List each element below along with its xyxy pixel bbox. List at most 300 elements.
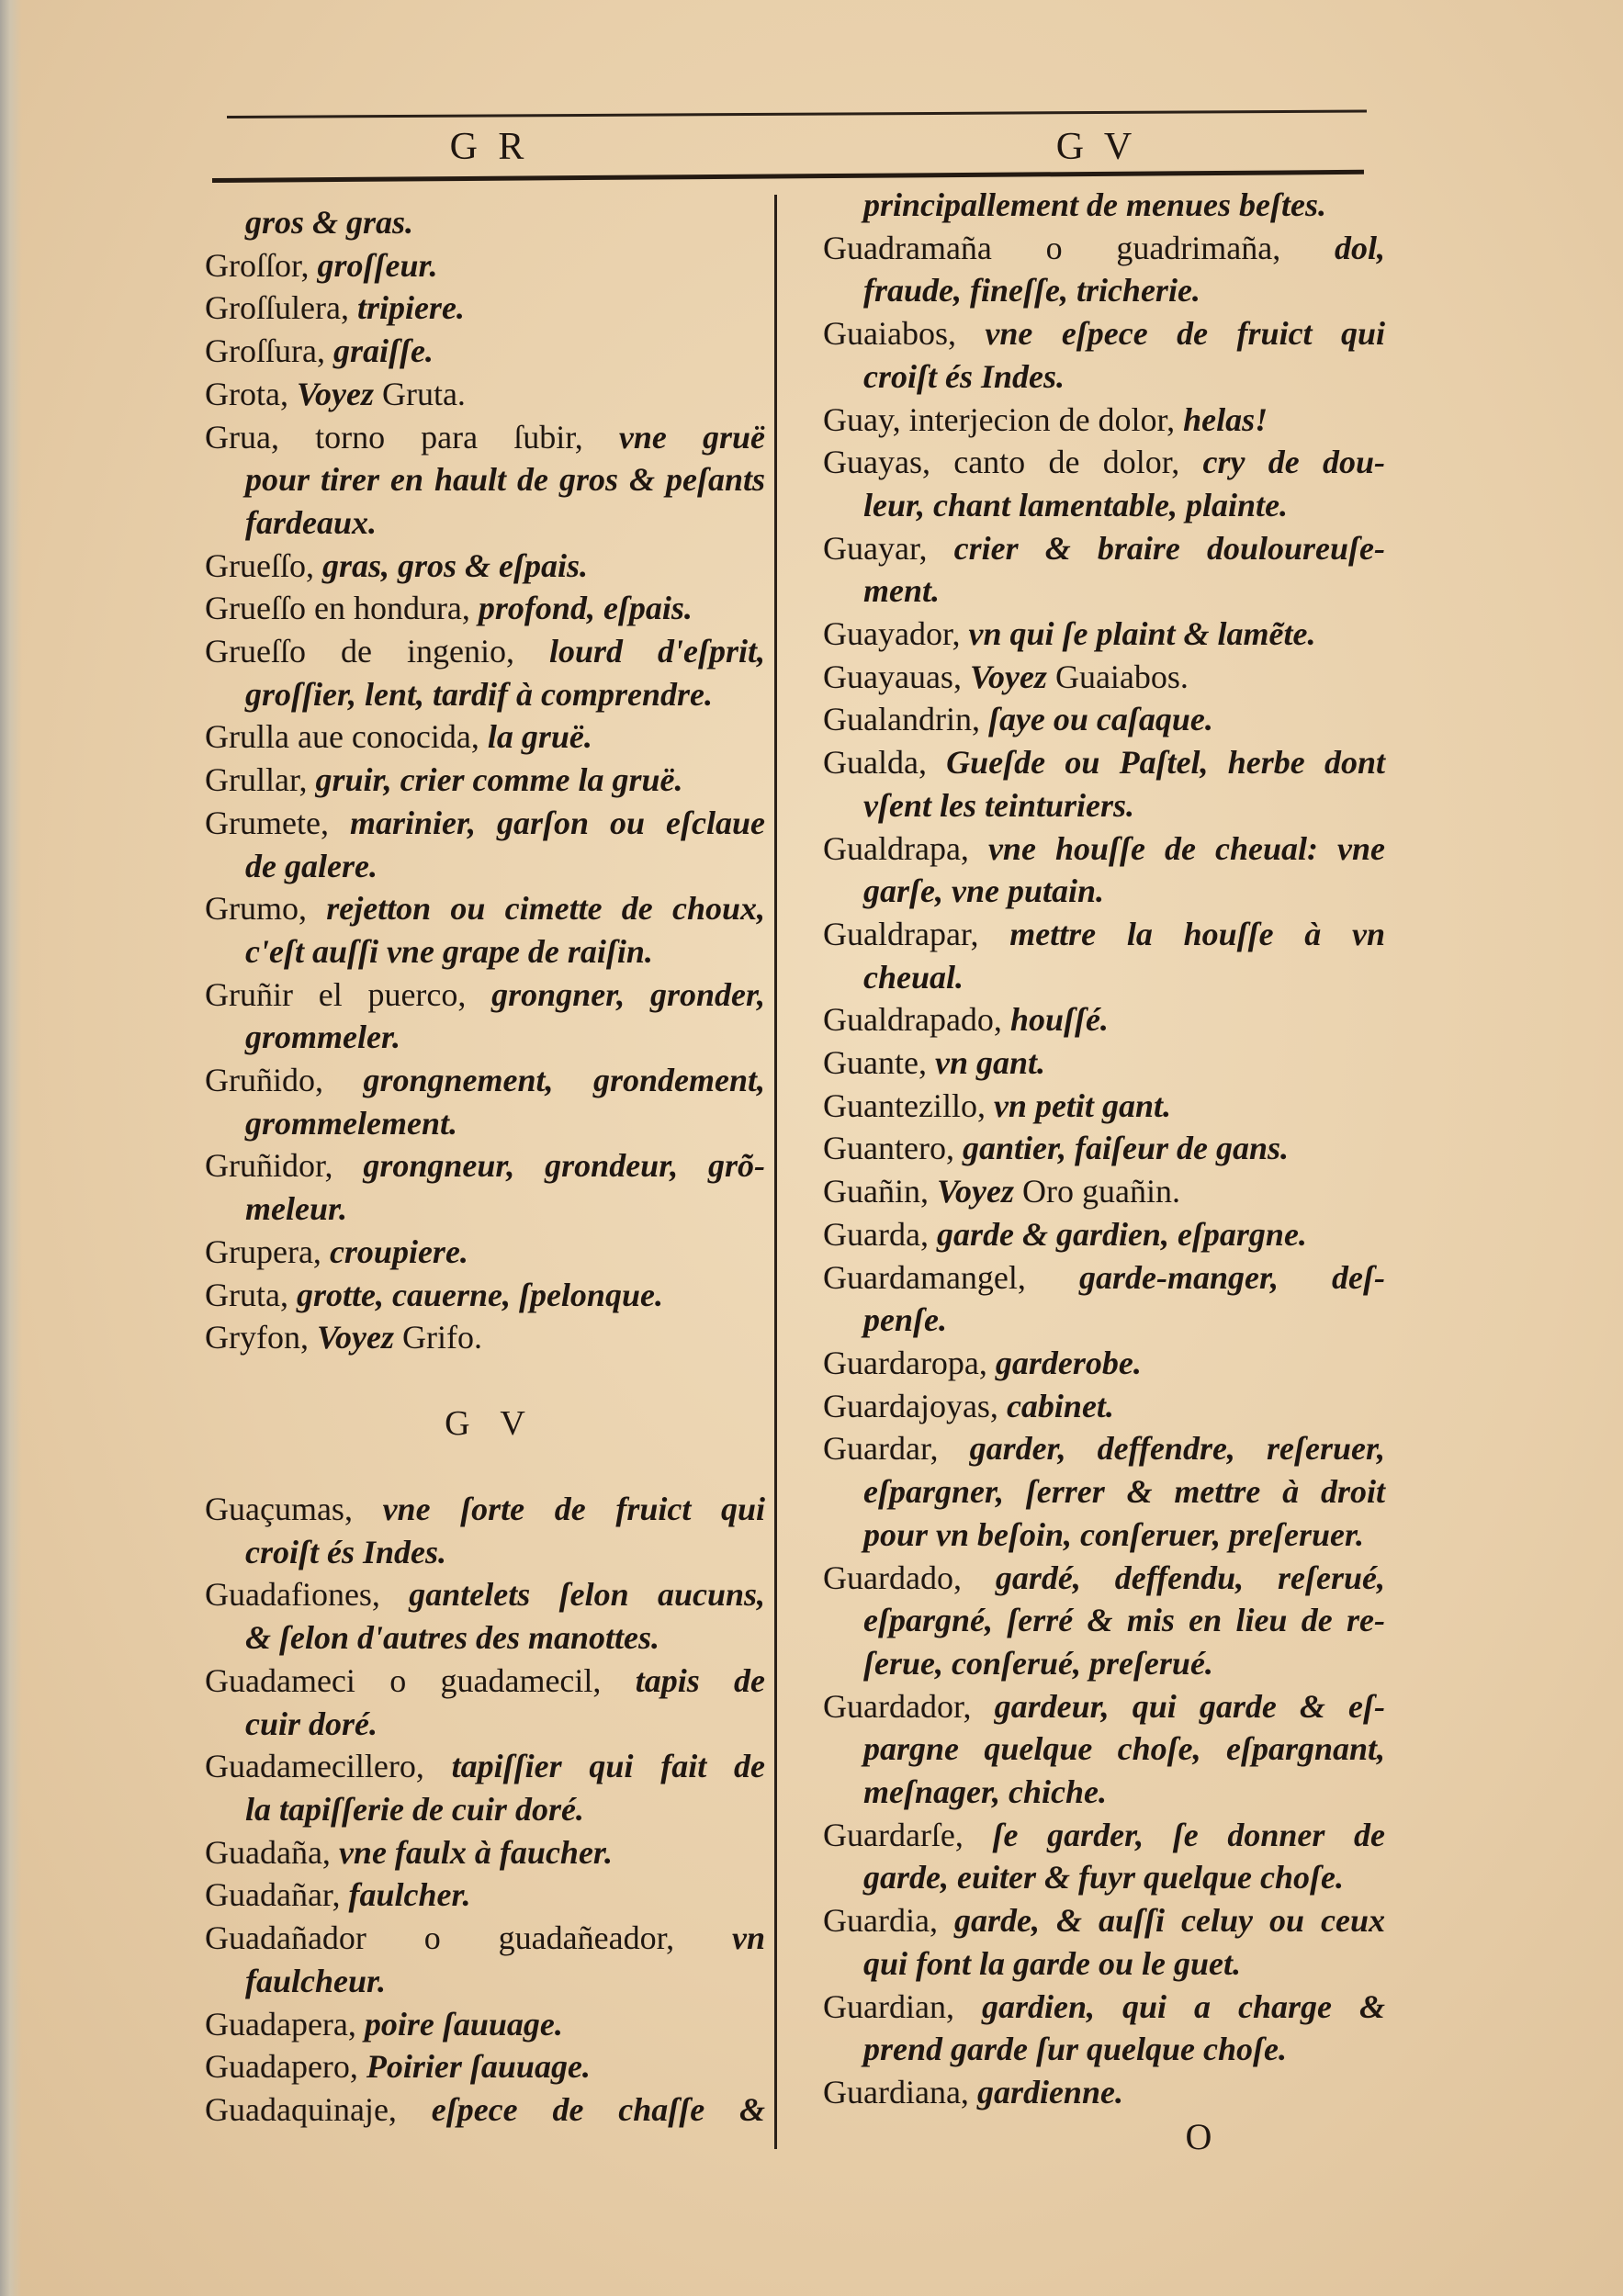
- entry-line: [205, 930, 765, 974]
- dictionary-entry: [205, 802, 765, 887]
- roman-text: Guardamangel,: [823, 1258, 1079, 1296]
- roman-text: Guardajoyas,: [823, 1387, 1007, 1424]
- italic-text: groſſier, lent, tardif à comprendre.: [245, 675, 713, 713]
- italic-text: gardienne.: [976, 2073, 1123, 2110]
- entry-line: [205, 287, 765, 330]
- italic-text: graiſſe.: [332, 332, 434, 370]
- dictionary-entry: [823, 998, 1385, 1041]
- entry-line: [823, 1899, 1385, 1942]
- roman-text: Grifo.: [401, 1319, 482, 1356]
- italic-text: gras, gros & eſpais.: [321, 546, 588, 584]
- dictionary-entry: [823, 312, 1385, 398]
- dictionary-entry: [823, 613, 1385, 656]
- italic-text: croiſt és Indes.: [245, 1533, 446, 1570]
- dictionary-entry: [823, 1385, 1385, 1428]
- roman-text: Grueſſo de ingenio,: [205, 633, 549, 670]
- italic-text: Voyez: [969, 658, 1055, 695]
- italic-text: leur, chant lamentable, plainte.: [863, 486, 1289, 523]
- entry-line: [823, 1557, 1385, 1600]
- italic-text: garderobe.: [995, 1344, 1142, 1381]
- italic-text: cheual.: [863, 958, 964, 996]
- roman-text: Guardia,: [823, 1902, 954, 1940]
- dictionary-entry: [823, 1899, 1385, 1985]
- italic-text: meſnager, chiche.: [863, 1773, 1107, 1811]
- roman-text: Gruta,: [205, 1276, 297, 1313]
- entry-line: [205, 1573, 765, 1616]
- italic-text: Gueſde ou Paſtel, herbe dont: [946, 744, 1385, 782]
- italic-text: gardien, qui a charge &: [981, 1987, 1385, 2025]
- dictionary-entry: [205, 1874, 765, 1917]
- dictionary-entry: [205, 1831, 765, 1874]
- italic-text: eſpargné, ſerré & mis en lieu de re-: [863, 1602, 1385, 1639]
- entry-line: [823, 998, 1385, 1041]
- dictionary-entry: [823, 1814, 1385, 1899]
- dictionary-entry: [205, 759, 765, 802]
- italic-text: Poirier ſauuage.: [366, 2048, 591, 2086]
- entry-line: [205, 501, 765, 545]
- roman-text: Guadapero,: [205, 2048, 366, 2086]
- entry-line: [823, 2028, 1385, 2071]
- italic-text: grotte, cauerne, ſpelonque.: [296, 1276, 663, 1313]
- roman-text: Grua, torno para ſubir,: [205, 418, 619, 456]
- roman-text: Guayauas,: [823, 658, 970, 695]
- italic-text: la tapiſſerie de cuir doré.: [245, 1791, 584, 1828]
- entry-line: [823, 1427, 1385, 1470]
- entry-line: [205, 1703, 765, 1746]
- italic-text: houſſé.: [1009, 1001, 1109, 1039]
- roman-text: Guadapera,: [205, 2005, 365, 2043]
- entry-line: [823, 1342, 1385, 1385]
- italic-text: & ſelon d'autres des manottes.: [245, 1619, 660, 1657]
- dictionary-entry: [823, 1256, 1385, 1342]
- roman-text: Grumete,: [205, 804, 350, 841]
- dictionary-entry: [205, 287, 765, 330]
- italic-text: ſe garder, ſe donner de: [992, 1816, 1385, 1853]
- entry-line: [205, 1488, 765, 1531]
- entry-line: [823, 741, 1385, 784]
- entry-line: [823, 2071, 1385, 2114]
- entry-line: [823, 269, 1385, 312]
- italic-text: vn petit gant.: [993, 1086, 1171, 1124]
- dictionary-entry: [823, 698, 1385, 741]
- column-divider: [774, 195, 777, 2149]
- entry-line: [205, 416, 765, 459]
- roman-text: Guardiana,: [823, 2073, 977, 2110]
- entry-line: [205, 673, 765, 716]
- roman-text: Gruta.: [381, 375, 466, 412]
- roman-text: Guaiabos,: [823, 315, 986, 353]
- italic-text: la gruë.: [487, 718, 592, 756]
- italic-text: pour vn beſoin, conſeruer, preſeruer.: [863, 1515, 1365, 1553]
- entry-line: [205, 1660, 765, 1703]
- entry-line: [823, 1256, 1385, 1300]
- entry-line: [823, 827, 1385, 871]
- dictionary-entry: [823, 1213, 1385, 1256]
- entry-line: [823, 312, 1385, 355]
- entry-line: [205, 373, 765, 416]
- italic-text: lourd d'eſprit,: [548, 633, 765, 670]
- entry-line: [823, 355, 1385, 399]
- entry-line: [823, 1728, 1385, 1771]
- dictionary-entry: [823, 1986, 1385, 2071]
- italic-text: qui font la garde ou le guet.: [863, 1944, 1242, 1982]
- entry-line: [823, 441, 1385, 484]
- roman-text: Gruñidor,: [205, 1147, 364, 1185]
- italic-text: faulcheur.: [245, 1962, 387, 1999]
- italic-text: rejetton ou cimette de choux,: [326, 890, 765, 928]
- italic-text: ſaye ou caſaque.: [987, 701, 1213, 738]
- italic-text: principallement de menues beſtes.: [863, 186, 1326, 223]
- entry-line: [205, 1788, 765, 1831]
- running-head-left: G R: [449, 126, 530, 168]
- dictionary-entry: [205, 1488, 765, 1573]
- entry-list: [205, 1488, 765, 2132]
- roman-text: Gualda,: [823, 744, 947, 782]
- roman-text: Guayas, canto de dolor,: [823, 444, 1203, 481]
- carryover-line: [823, 184, 1385, 227]
- entry-line: [823, 527, 1385, 570]
- italic-text: vne eſpece de fruict qui: [985, 315, 1386, 353]
- carryover-line: [205, 201, 765, 244]
- entry-line: [205, 802, 765, 845]
- scan-edge: [0, 0, 22, 2296]
- italic-text: fardeaux.: [245, 503, 377, 541]
- roman-text: Guay, interjecion de dolor,: [823, 400, 1184, 438]
- entry-line: [205, 1917, 765, 1960]
- dictionary-entry: [823, 1170, 1385, 1213]
- italic-text: penſe.: [863, 1301, 947, 1339]
- entry-line: [823, 569, 1385, 613]
- roman-text: Gualandrin,: [823, 701, 988, 738]
- entry-line: [205, 330, 765, 373]
- dictionary-entry: [205, 545, 765, 588]
- dictionary-entry: [205, 630, 765, 715]
- entry-list: [205, 244, 765, 1359]
- italic-text: garde-manger, deſ-: [1078, 1258, 1385, 1296]
- roman-text: Gruñido,: [205, 1062, 364, 1099]
- entry-line: [205, 2003, 765, 2046]
- entry-line: [823, 1599, 1385, 1642]
- entry-line: [823, 1385, 1385, 1428]
- dictionary-entry: [205, 1316, 765, 1359]
- entry-line: [823, 784, 1385, 827]
- dictionary-entry: [205, 1660, 765, 1745]
- italic-text: garde, euiter & fuyr quelque choſe.: [863, 1859, 1344, 1896]
- roman-text: Guadameci o guadamecil,: [205, 1661, 636, 1699]
- dictionary-entry: [205, 330, 765, 373]
- roman-text: Guadamecillero,: [205, 1748, 452, 1785]
- italic-text: vne ſorte de fruict qui: [382, 1491, 765, 1528]
- entry-line: [823, 399, 1385, 442]
- entry-line: [823, 1514, 1385, 1557]
- dictionary-entry: [205, 416, 765, 545]
- roman-text: Guardian,: [823, 1987, 982, 2025]
- dictionary-entry: [823, 1342, 1385, 1385]
- top-rule: [227, 110, 1367, 118]
- italic-text: Voyez: [316, 1319, 402, 1356]
- running-head-right: G V: [1055, 126, 1138, 168]
- roman-text: Gualdrapar,: [823, 915, 1010, 952]
- entry-line: [823, 1942, 1385, 1986]
- dictionary-entry: [205, 1231, 765, 1274]
- entry-line: [205, 458, 765, 501]
- italic-text: grongner, gronder,: [491, 975, 765, 1013]
- left-column: [205, 201, 765, 2132]
- roman-text: Guañin,: [823, 1173, 937, 1210]
- roman-text: Oro guañin.: [1021, 1173, 1180, 1210]
- italic-text: groſſeur.: [317, 246, 438, 284]
- roman-text: Guaçumas,: [205, 1491, 383, 1528]
- dictionary-entry: [205, 1917, 765, 2002]
- entry-line: [205, 715, 765, 759]
- entry-line: [823, 1814, 1385, 1857]
- roman-text: Groſſor,: [205, 246, 318, 284]
- entry-line: [823, 227, 1385, 270]
- italic-text: cabinet.: [1006, 1387, 1114, 1424]
- roman-text: Guadramaña o guadrimaña,: [823, 229, 1335, 266]
- roman-text: Grueſſo,: [205, 546, 322, 584]
- italic-text: vſent les teinturiers.: [863, 786, 1134, 824]
- dictionary-entry: [205, 2045, 765, 2088]
- header-rule: [212, 170, 1364, 183]
- entry-line: [205, 1016, 765, 1059]
- dictionary-entry: [205, 715, 765, 759]
- dictionary-entry: [823, 827, 1385, 913]
- dictionary-entry: [205, 974, 765, 1059]
- dictionary-entry: [823, 399, 1385, 442]
- italic-text: grongnement, grondement,: [363, 1062, 765, 1099]
- roman-text: Guantero,: [823, 1130, 963, 1167]
- italic-text: pargne quelque choſe, eſpargnant,: [863, 1730, 1385, 1768]
- roman-text: Guadaquinaje,: [205, 2090, 432, 2128]
- roman-text: Guaiabos.: [1054, 658, 1189, 695]
- dictionary-entry: [205, 587, 765, 630]
- roman-text: Guardador,: [823, 1687, 995, 1725]
- entry-line: [205, 244, 765, 287]
- dictionary-entry: [823, 441, 1385, 526]
- italic-text: faulcher.: [348, 1876, 471, 1914]
- italic-text: gantier, faiſeur de gans.: [962, 1130, 1289, 1167]
- italic-text: croupiere.: [329, 1232, 468, 1270]
- entry-line: [205, 545, 765, 588]
- dictionary-entry: [823, 656, 1385, 699]
- italic-text: tapiſſier qui fait de: [451, 1748, 765, 1785]
- entry-line: [205, 1316, 765, 1359]
- entry-line: [823, 1470, 1385, 1514]
- entry-line: [823, 1127, 1385, 1170]
- entry-line: [205, 1616, 765, 1660]
- italic-text: garde, & auſſi celuy ou ceux: [953, 1902, 1385, 1940]
- roman-text: Guardar,: [823, 1430, 970, 1468]
- dictionary-entry: [823, 741, 1385, 827]
- italic-text: de galere.: [245, 847, 378, 884]
- roman-text: Guadañar,: [205, 1876, 349, 1914]
- dictionary-entry: [823, 2071, 1385, 2114]
- dictionary-entry: [205, 1274, 765, 1317]
- italic-text: Voyez: [936, 1173, 1022, 1210]
- roman-text: Gualdrapa,: [823, 829, 988, 867]
- dictionary-entry: [823, 1427, 1385, 1556]
- italic-text: eſpece de chaſſe &: [431, 2090, 765, 2128]
- italic-text: crier & braire douloureuſe-: [953, 529, 1385, 567]
- italic-text: pour tirer en hault de gros & peſants: [245, 461, 765, 499]
- dictionary-entry: [823, 1041, 1385, 1085]
- roman-text: Guarda,: [823, 1215, 937, 1253]
- roman-text: Grupera,: [205, 1232, 330, 1270]
- entry-line: [823, 656, 1385, 699]
- dictionary-entry: [823, 527, 1385, 613]
- entry-line: [823, 956, 1385, 999]
- italic-text: cry de dou-: [1202, 444, 1385, 481]
- italic-text: croiſt és Indes.: [863, 357, 1065, 395]
- italic-text: vn: [732, 1919, 765, 1957]
- roman-text: Guardaropa,: [823, 1344, 996, 1381]
- entry-line: [823, 1213, 1385, 1256]
- dictionary-entry: [823, 1085, 1385, 1128]
- roman-text: Guadañador o guadañeador,: [205, 1919, 732, 1957]
- entry-line: [205, 630, 765, 673]
- dictionary-entry: [205, 2088, 765, 2132]
- italic-text: vne gruë: [618, 418, 765, 456]
- italic-text: gardé, deffendu, reſerué,: [995, 1559, 1385, 1596]
- entry-line: [823, 1685, 1385, 1728]
- right-column: [823, 184, 1385, 2114]
- catchword: O: [1185, 2116, 1212, 2157]
- italic-text: gruir, crier comme la gruë.: [315, 761, 683, 799]
- italic-text: eſpargner, ſerrer & mettre à droit: [863, 1473, 1385, 1511]
- entry-line: [823, 484, 1385, 527]
- dictionary-entry: [205, 1059, 765, 1144]
- italic-text: garder, deffendre, reſeruer,: [969, 1430, 1385, 1468]
- roman-text: Groſſulera,: [205, 289, 357, 327]
- roman-text: Grumo,: [205, 890, 327, 928]
- roman-text: Gualdrapado,: [823, 1001, 1010, 1039]
- italic-text: gantelets ſelon aucuns,: [409, 1576, 765, 1614]
- italic-text: gardeur, qui garde & eſ-: [994, 1687, 1385, 1725]
- entry-line: [823, 1299, 1385, 1342]
- italic-text: prend garde ſur quelque choſe.: [863, 2031, 1287, 2068]
- entry-line: [823, 1986, 1385, 2029]
- roman-text: Guante,: [823, 1044, 935, 1082]
- entry-line: [205, 845, 765, 888]
- entry-line: [823, 870, 1385, 913]
- entry-line: [823, 698, 1385, 741]
- roman-text: Guadaña,: [205, 1833, 339, 1871]
- italic-text: mettre la houſſe à vn: [1009, 915, 1385, 952]
- dictionary-entry: [823, 1557, 1385, 1685]
- entry-line: [823, 1856, 1385, 1899]
- dictionary-entry: [205, 244, 765, 287]
- italic-text: ſerue, conſerué, preſerué.: [863, 1644, 1213, 1682]
- entry-line: [823, 1771, 1385, 1814]
- italic-text: tapis de: [635, 1661, 765, 1699]
- entry-line: [205, 974, 765, 1017]
- entry-line: [205, 887, 765, 930]
- dictionary-entry: [823, 227, 1385, 312]
- entry-line: [205, 1102, 765, 1145]
- italic-text: ment.: [863, 572, 941, 610]
- italic-text: cuir doré.: [245, 1705, 378, 1742]
- entry-line: [823, 1170, 1385, 1213]
- entry-line: [205, 1960, 765, 2003]
- roman-text: Grueſſo en hondura,: [205, 590, 479, 627]
- italic-text: vn qui ſe plaint & lamẽte.: [968, 615, 1316, 653]
- italic-text: vne faulx à faucher.: [338, 1833, 613, 1871]
- roman-text: Gruñir el puerco,: [205, 975, 492, 1013]
- italic-text: garde & gardien, eſpargne.: [936, 1215, 1307, 1253]
- italic-text: Voyez: [296, 375, 382, 412]
- dictionary-entry: [823, 1685, 1385, 1814]
- entry-line: [823, 1642, 1385, 1685]
- entry-line: [205, 2088, 765, 2132]
- entry-line: [205, 1874, 765, 1917]
- roman-text: Guayar,: [823, 529, 954, 567]
- roman-text: Grota,: [205, 375, 297, 412]
- italic-text: gros & gras.: [245, 204, 414, 241]
- entry-line: [205, 1831, 765, 1874]
- entry-line: [823, 1041, 1385, 1085]
- entry-line: [205, 1274, 765, 1317]
- entry-line: [205, 1059, 765, 1102]
- entry-list: [823, 227, 1385, 2114]
- italic-text: meleur.: [245, 1190, 348, 1228]
- dictionary-entry: [205, 2003, 765, 2046]
- entry-line: [205, 1745, 765, 1788]
- dictionary-entry: [823, 913, 1385, 998]
- roman-text: Grulla aue conocida,: [205, 718, 488, 756]
- entry-line: [205, 1231, 765, 1274]
- italic-text: grommelement.: [245, 1104, 457, 1142]
- italic-text: grongneur, grondeur, grõ-: [363, 1147, 765, 1185]
- dictionary-entry: [205, 1144, 765, 1230]
- entry-line: [823, 913, 1385, 956]
- italic-text: poire ſauuage.: [364, 2005, 563, 2043]
- entry-line: [823, 1085, 1385, 1128]
- dictionary-entry: [205, 373, 765, 416]
- entry-line: [823, 613, 1385, 656]
- roman-text: Guayador,: [823, 615, 969, 653]
- section-heading: G V: [445, 1403, 536, 1443]
- roman-text: Gryfon,: [205, 1319, 317, 1356]
- entry-line: [205, 759, 765, 802]
- italic-text: fraude, fineſſe, tricherie.: [863, 272, 1200, 310]
- italic-text: tripiere.: [356, 289, 465, 327]
- roman-text: Grullar,: [205, 761, 316, 799]
- italic-text: dol,: [1334, 229, 1385, 266]
- roman-text: Guadafiones,: [205, 1576, 410, 1614]
- entry-line: [205, 587, 765, 630]
- entry-line: [205, 1144, 765, 1187]
- italic-text: c'eſt auſſi vne grape de raiſin.: [245, 932, 653, 970]
- italic-text: grommeler.: [245, 1019, 400, 1056]
- italic-text: profond, eſpais.: [478, 590, 693, 627]
- dictionary-entry: [205, 1745, 765, 1830]
- italic-text: vne houſſe de cheual: vne: [987, 829, 1385, 867]
- roman-text: Guardarſe,: [823, 1816, 993, 1853]
- italic-text: marinier, garſon ou eſclaue: [349, 804, 765, 841]
- roman-text: Guardado,: [823, 1559, 996, 1596]
- roman-text: Groſſura,: [205, 332, 333, 370]
- italic-text: helas!: [1183, 400, 1268, 438]
- italic-text: garſe, vne putain.: [863, 872, 1105, 910]
- dictionary-entry: [205, 1573, 765, 1659]
- dictionary-entry: [823, 1127, 1385, 1170]
- entry-line: [205, 1187, 765, 1231]
- entry-line: [205, 2045, 765, 2088]
- roman-text: Guantezillo,: [823, 1086, 994, 1124]
- italic-text: vn gant.: [934, 1044, 1045, 1082]
- dictionary-entry: [205, 887, 765, 973]
